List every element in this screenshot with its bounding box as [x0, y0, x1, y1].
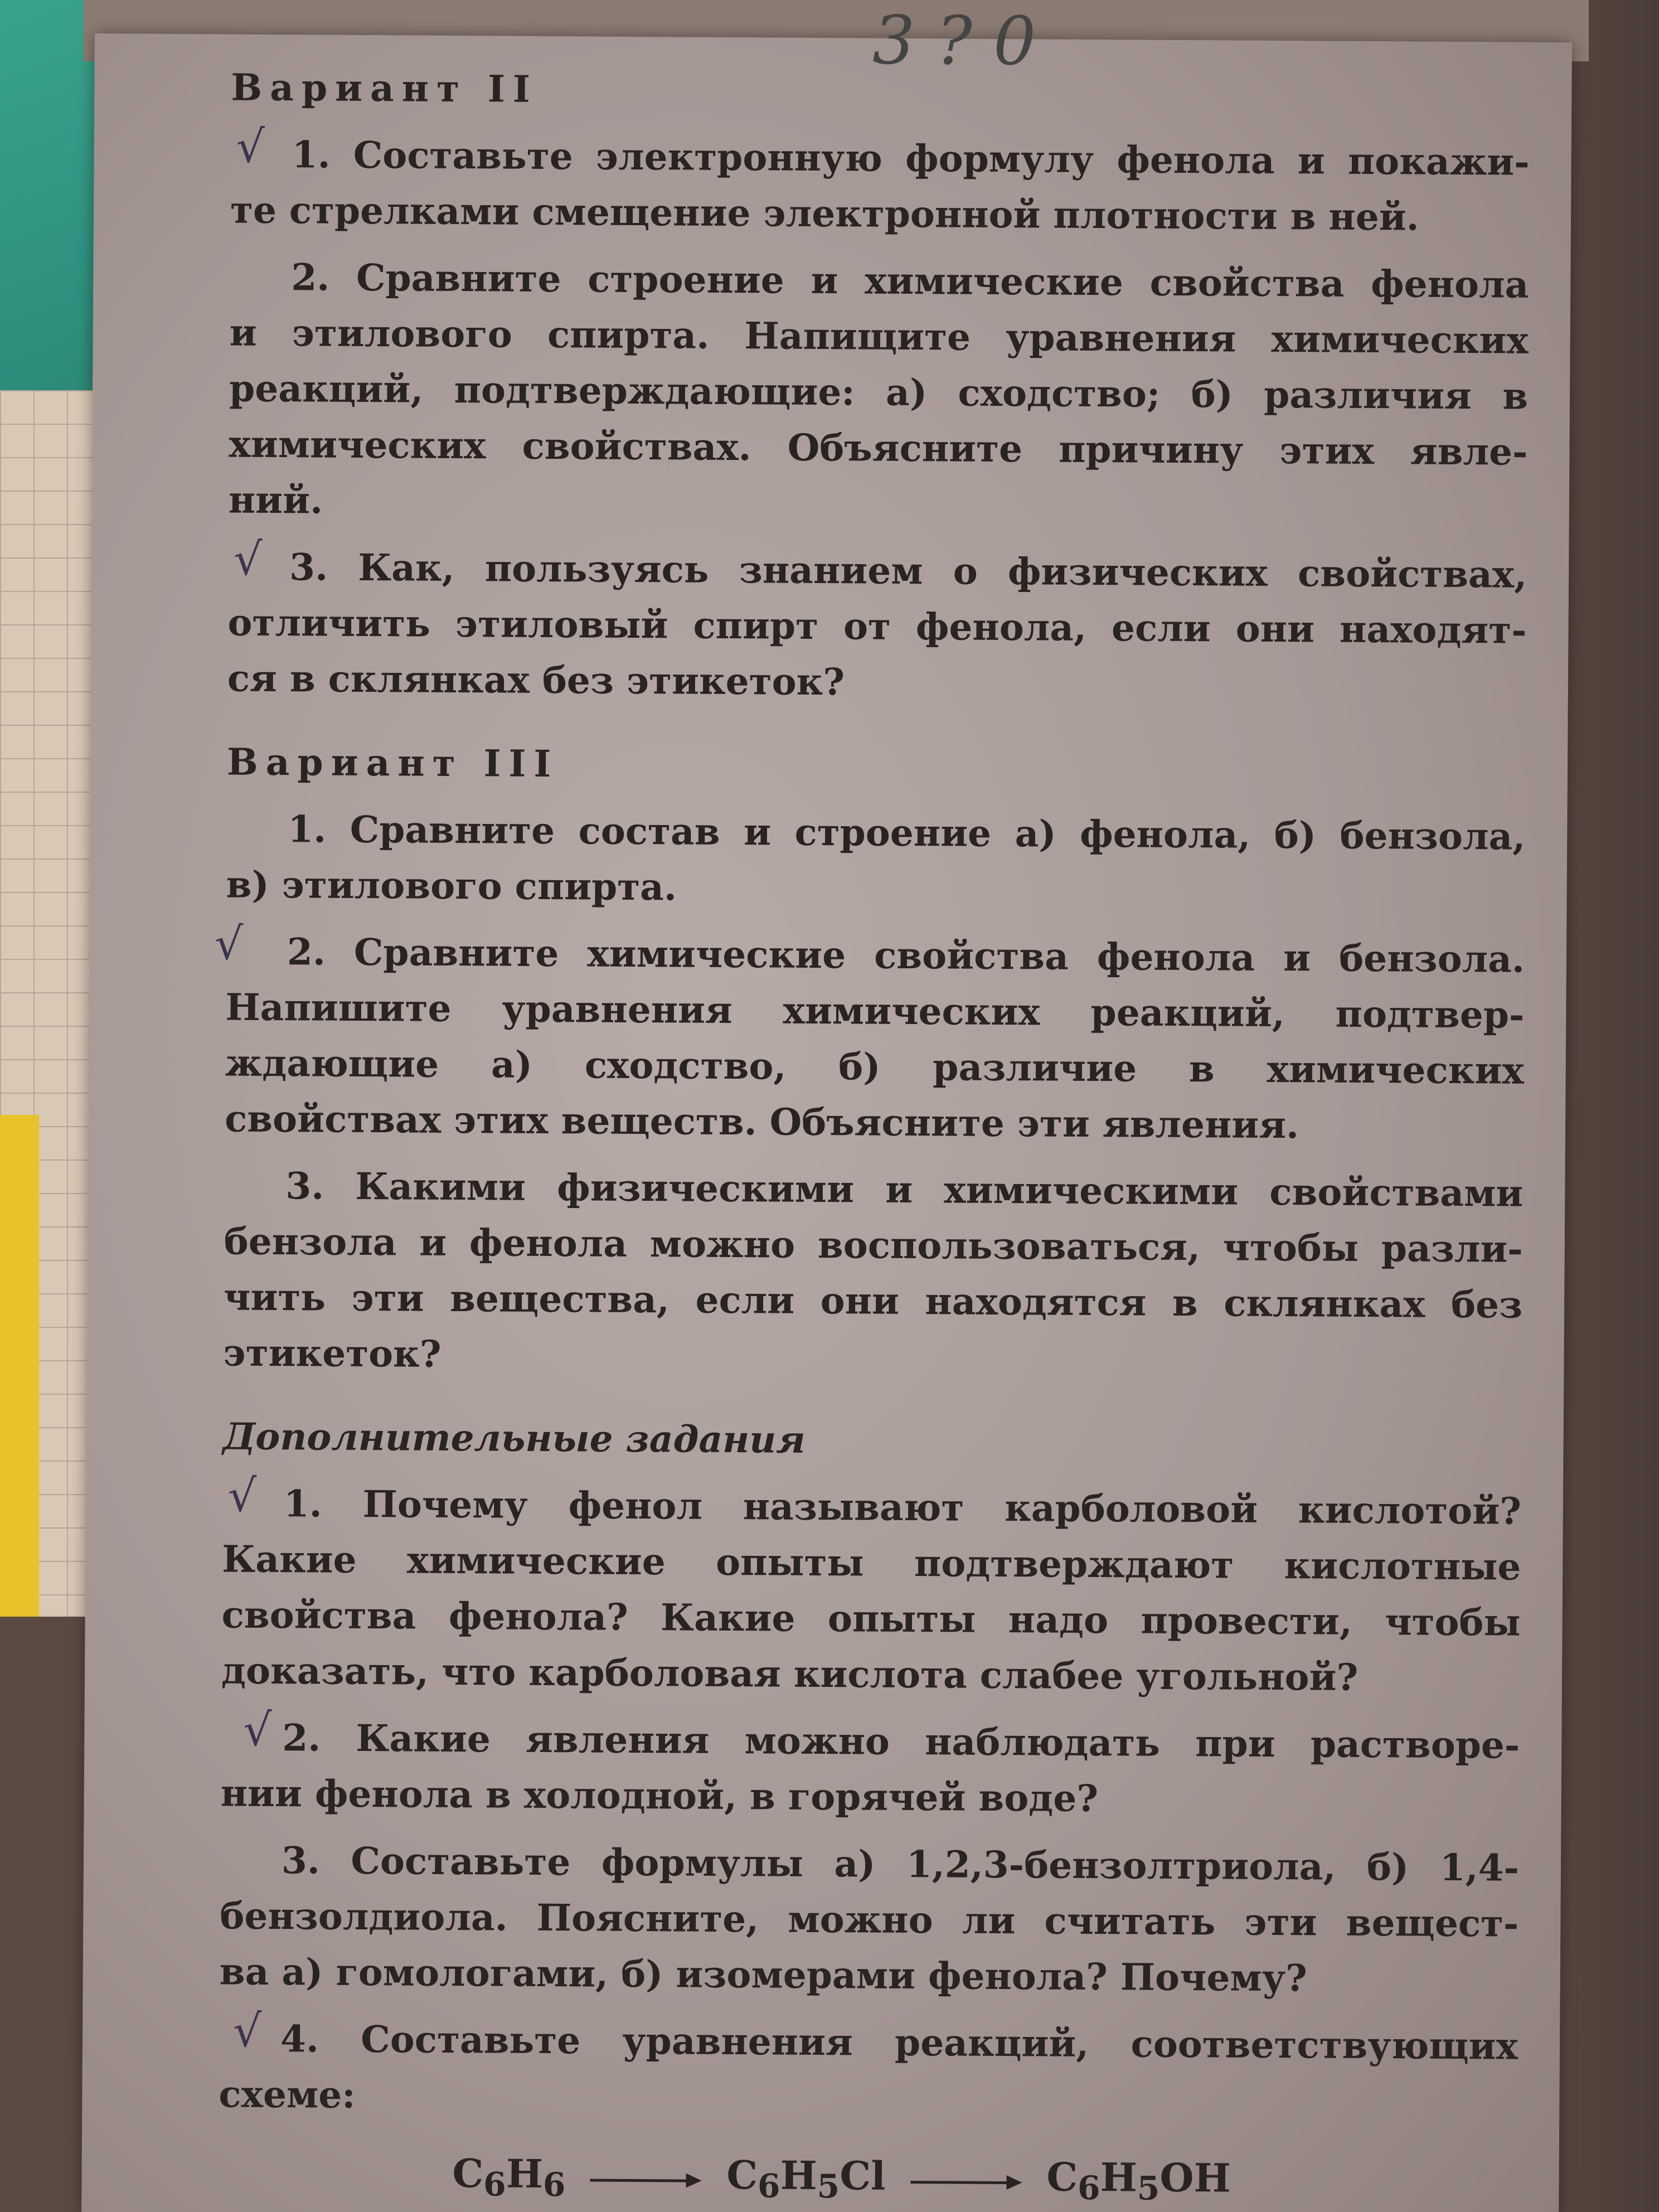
variant-3-question-1 — [226, 801, 1525, 920]
text-line: чить эти вещества, если они находятся в склянках без — [223, 1275, 1523, 1327]
formula-benzene: $C_6H_6$ — [452, 2150, 566, 2204]
text-line: доказать, что карболовая кислота слабее угольной? — [221, 1648, 1359, 1699]
text-line: ний. — [228, 478, 323, 522]
text-line: 3. Как, пользуясь знанием о физических свойствах, — [289, 545, 1527, 596]
text-line: те стрелками смещение электронной плотности в ней. — [230, 188, 1419, 239]
text-line: свойствах этих веществ. Объясните эти явления. — [224, 1097, 1299, 1147]
extra-question-2 — [220, 1704, 1520, 1828]
text-line: бензола и фенола можно воспользоваться, чтобы разли- — [224, 1219, 1523, 1271]
checkmark-icon: √ — [227, 1469, 257, 1522]
text-line: бензолдиола. Поясните, можно ли считать эти вещест- — [220, 1894, 1519, 1946]
additional-tasks-heading: Дополнительные задания — [222, 1414, 806, 1462]
text-line: 2. Сравните химические свойства фенола и бензола. — [287, 930, 1525, 981]
text-line: 1. Почему фенол называют карболовой кислотой? — [283, 1482, 1522, 1533]
text-line: и этилового спирта. Напищите уравнения химических — [229, 311, 1529, 362]
variant-2-question-2 — [229, 249, 1529, 535]
checkmark-icon: √ — [243, 1704, 272, 1756]
text-line: ва а) гомологами, б) изомерами фенола? Почему? — [219, 1949, 1307, 2000]
text-line: этикеток? — [223, 1331, 442, 1376]
formula-phenol: $C_6H_5OH$ — [1046, 2153, 1231, 2208]
extra-question-1 — [221, 1469, 1522, 1706]
variant-3-question-3 — [223, 1157, 1523, 1388]
text-line: Напишите уравнения химических реакций, подтвер- — [225, 985, 1525, 1037]
text-line: ся в склянках без этикеток? — [227, 656, 845, 704]
reaction-arrow-icon — [590, 2177, 702, 2183]
variant-2-question-3 — [227, 533, 1527, 714]
reaction-scheme — [218, 2144, 1517, 2212]
variant-2-heading: Вариант II — [231, 65, 538, 111]
text-line: нии фенола в холодной, в горячей воде? — [220, 1771, 1099, 1821]
text-line: отличить этиловый спирт от фенола, если они находят- — [227, 600, 1527, 652]
text-line: схеме: — [219, 2072, 356, 2117]
text-line: 3. Какими физическими и химическими свойствами — [285, 1164, 1524, 1215]
text-line: 1. Сравните состав и строение а) фенола, б) бензола, — [288, 807, 1526, 858]
variant-3-heading: Вариант III — [226, 740, 559, 786]
text-line: Какие химические опыты подтверждают кислотные — [222, 1537, 1521, 1589]
text-line: реакций, подтверждающие: а) сходство; б) различия в — [229, 366, 1529, 418]
page-content — [214, 2, 1530, 2212]
text-line: в) этилового спирта. — [226, 862, 677, 909]
text-line: 2. Сравните строение и химические свойства фенола — [291, 255, 1529, 307]
checkmark-icon: √ — [232, 2005, 262, 2057]
handwritten-note: 3 ? 0 — [872, 2, 1036, 81]
extra-question-3 — [219, 1832, 1519, 2007]
variant-2-question-1 — [230, 120, 1530, 245]
text-line: 4. Составьте уравнения реакций, соответствующих — [280, 2017, 1519, 2068]
variant-3-question-2 — [214, 918, 1525, 1154]
textbook-page — [81, 2, 1572, 2212]
formula-chlorobenzene: $C_6H_5Cl$ — [726, 2151, 886, 2206]
yellow-object — [0, 1115, 39, 1617]
text-line: 2. Какие явления можно наблюдать при растворе- — [282, 1716, 1520, 1767]
text-line: 1. Составьте электронную формулу фенола и покажи- — [292, 133, 1530, 184]
extra-question-4 — [219, 2005, 1519, 2129]
reaction-arrow-icon — [910, 2179, 1022, 2185]
checkmark-icon: √ — [233, 533, 263, 585]
checkmark-icon: √ — [214, 918, 244, 970]
text-line: ждающие а) сходство, б) различие в химических — [225, 1041, 1524, 1093]
text-line: свойства фенола? Какие опыты надо провести, чтобы — [221, 1593, 1521, 1645]
text-line: химических свойствах. Объясните причину этих явле- — [229, 422, 1528, 474]
checkmark-icon: √ — [236, 120, 265, 173]
text-line: 3. Составьте формулы а) 1,2,3-бензолтриола, б) 1,4- — [281, 1839, 1520, 1890]
